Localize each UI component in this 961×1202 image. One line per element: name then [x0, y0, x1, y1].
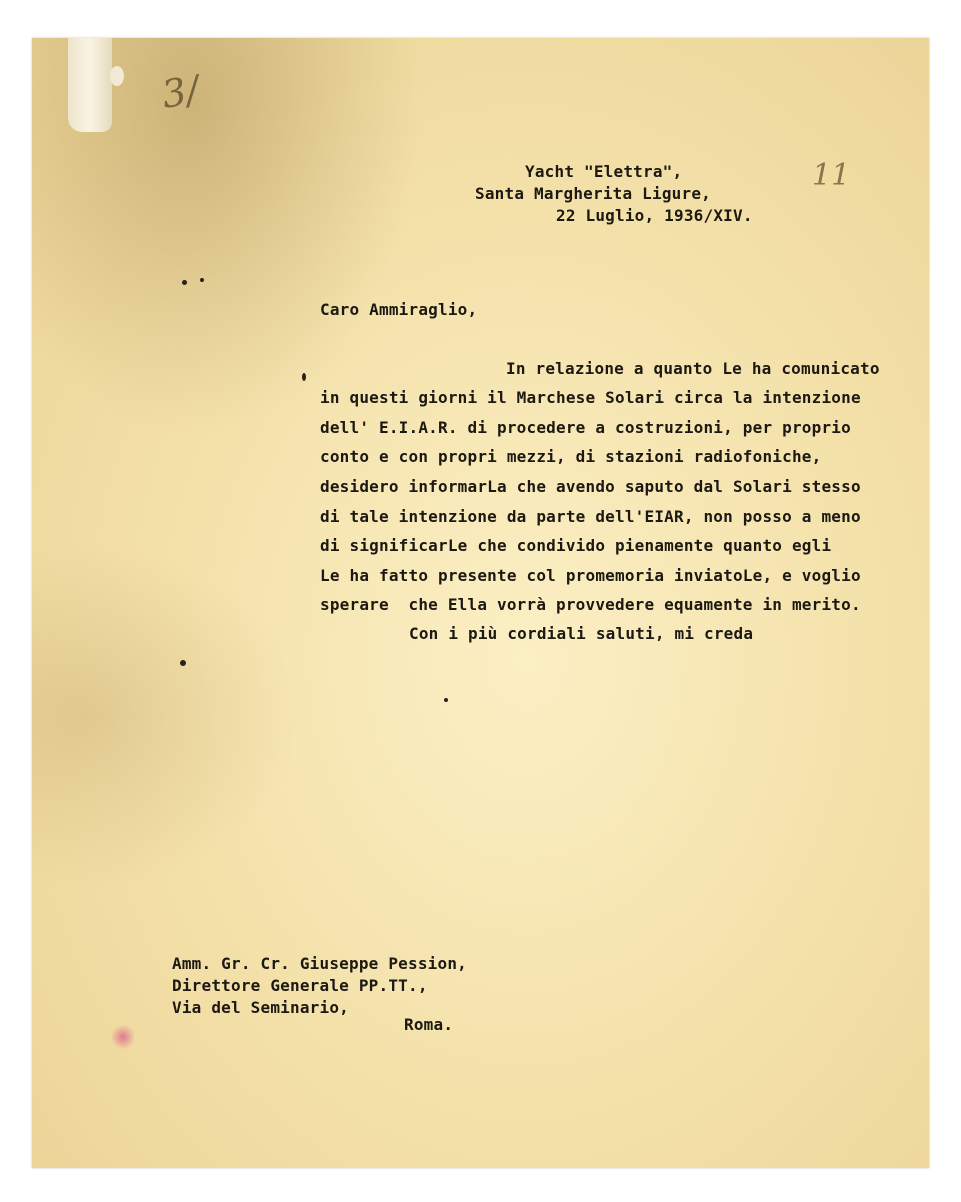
letter-page — [32, 38, 929, 1168]
body-line-1: In relazione a quanto Le ha comunicato — [506, 359, 880, 378]
ink-speck — [444, 698, 448, 702]
header-line-1: Yacht "Elettra", — [525, 162, 683, 181]
closing: Con i più cordiali saluti, mi creda — [409, 624, 754, 643]
body-line-7: di significarLe che condivido pienamente quanto egli — [320, 536, 832, 555]
body-line-4: conto e con propri mezzi, di stazioni radiofoniche, — [320, 447, 822, 466]
body-line-9: sperare che Ella vorrà provvedere equamente in merito. — [320, 595, 861, 614]
ink-speck — [180, 660, 186, 666]
recipient-title: Direttore Generale PP.TT., — [172, 976, 428, 995]
tape-fragment — [110, 66, 124, 86]
ink-speck — [182, 280, 187, 285]
body-line-6: di tale intenzione da parte dell'EIAR, non posso a meno — [320, 507, 861, 526]
salutation: Caro Ammiraglio, — [320, 300, 478, 319]
ink-speck — [302, 373, 306, 381]
ink-speck — [200, 278, 204, 282]
pink-ink-stain — [112, 1023, 134, 1051]
pencil-annotation: 3/ — [158, 67, 203, 117]
page-number: 11 — [812, 158, 851, 193]
body-line-5: desidero informarLa che avendo saputo dal Solari stesso — [320, 477, 861, 496]
recipient-city: Roma. — [404, 1015, 454, 1034]
recipient-street: Via del Seminario, — [172, 998, 349, 1017]
header-date: 22 Luglio, 1936/XIV. — [556, 206, 753, 225]
header-line-2: Santa Margherita Ligure, — [475, 184, 711, 203]
body-line-8: Le ha fatto presente col promemoria inviatoLe, e voglio — [320, 566, 861, 585]
body-line-2: in questi giorni il Marchese Solari circa la intenzione — [320, 388, 861, 407]
recipient-name: Amm. Gr. Cr. Giuseppe Pession, — [172, 954, 467, 973]
adhesive-tape — [68, 38, 112, 132]
body-line-3: dell' E.I.A.R. di procedere a costruzioni, per proprio — [320, 418, 851, 437]
